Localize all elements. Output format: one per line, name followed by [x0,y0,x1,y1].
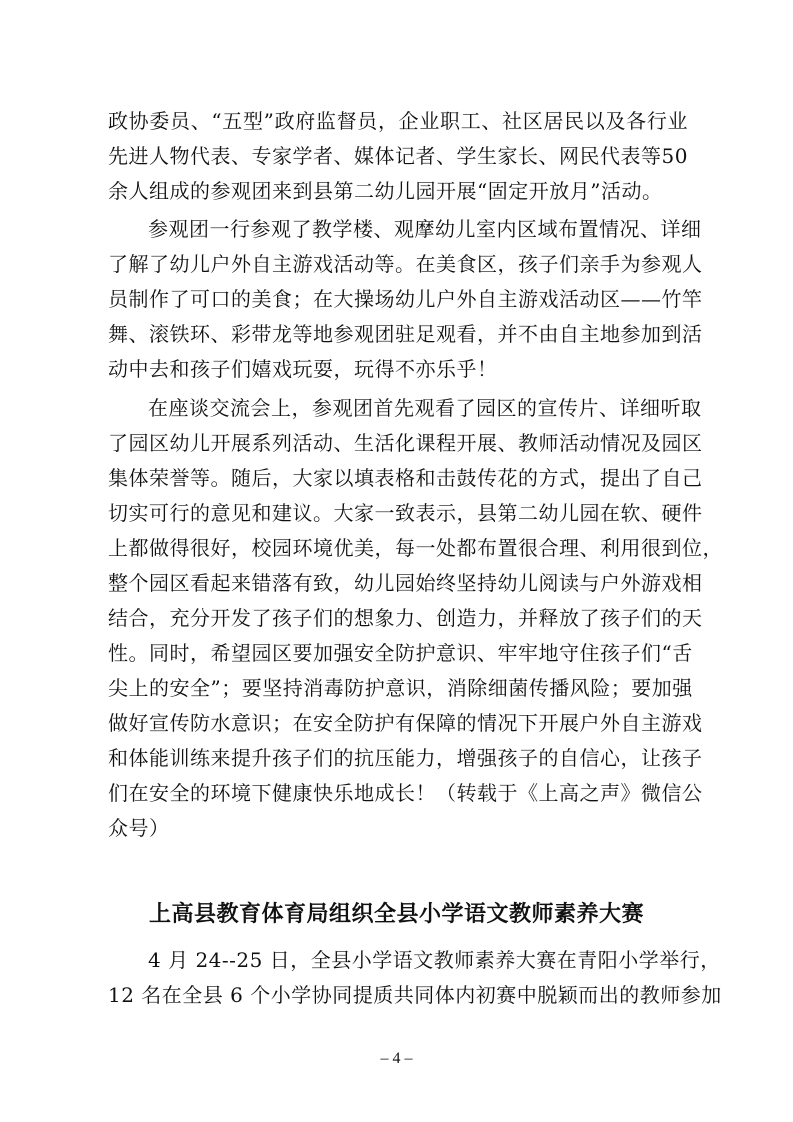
page-number: – 4 – [380,1050,413,1067]
text-line: 上都做得很好，校园环境优美，每一处都布置很合理、利用很到位， [108,536,723,560]
text-line: 和体能训练来提升孩子们的抗压能力，增强孩子的自信心，让孩子 [108,746,703,770]
section-heading: 上高县教育体育局组织全县小学语文教师素养大赛 [148,902,644,927]
text-line: 们在安全的环境下健康快乐地成长！（转载于《上高之声》微信公 [108,781,703,805]
text-line: 动中去和孩子们嬉戏玩耍，玩得不亦乐乎！ [108,357,498,381]
text-line: 参观团一行参观了教学楼、观摩幼儿室内区域布置情况、详细 [148,217,702,241]
text-line: 了解了幼儿户外自主游戏活动等。在美食区，孩子们亲手为参观人 [108,252,703,276]
text-line: 切实可行的意见和建议。大家一致表示，县第二幼儿园在软、硬件 [108,501,703,525]
text-line: 集体荣誉等。随后，大家以填表格和击鼓传花的方式，提出了自己 [108,466,703,490]
text-line: 员制作了可口的美食；在大操场幼儿户外自主游戏活动区——竹竿 [108,287,703,311]
text-line: 12 名在全县 6 个小学协同提质共同体内初赛中脱颖而出的教师参加 [108,983,722,1007]
text-line: 政协委员、“五型”政府监督员，企业职工、社区居民以及各行业 [108,109,688,133]
text-line: 性。同时，希望园区要加强安全防护意识、牢牢地守住孩子们“舌 [108,641,693,665]
text-line: 在座谈交流会上，参观团首先观看了园区的宣传片、详细听取 [148,396,702,420]
text-line: 整个园区看起来错落有致，幼儿园始终坚持幼儿阅读与户外游戏相 [108,571,703,595]
text-line: 4 月 24--25 日，全县小学语文教师素养大赛在青阳小学举行， [148,948,721,972]
text-line: 尖上的安全”；要坚持消毒防护意识，消除细菌传播风险；要加强 [108,676,693,700]
text-line: 了园区幼儿开展系列活动、生活化课程开展、教师活动情况及园区 [108,431,703,455]
text-line: 结合，充分开发了孩子们的想象力、创造力，并释放了孩子们的天 [108,606,703,630]
text-line: 余人组成的参观团来到县第二幼儿园开展“固定开放月”活动。 [108,179,663,203]
text-line: 舞、滚铁环、彩带龙等地参观团驻足观看，并不由自主地参加到活 [108,322,703,346]
text-line: 先进人物代表、专家学者、媒体记者、学生家长、网民代表等50 [108,144,688,168]
text-line: 众号） [108,816,170,840]
text-line: 做好宣传防水意识；在安全防护有保障的情况下开展户外自主游戏 [108,711,703,735]
